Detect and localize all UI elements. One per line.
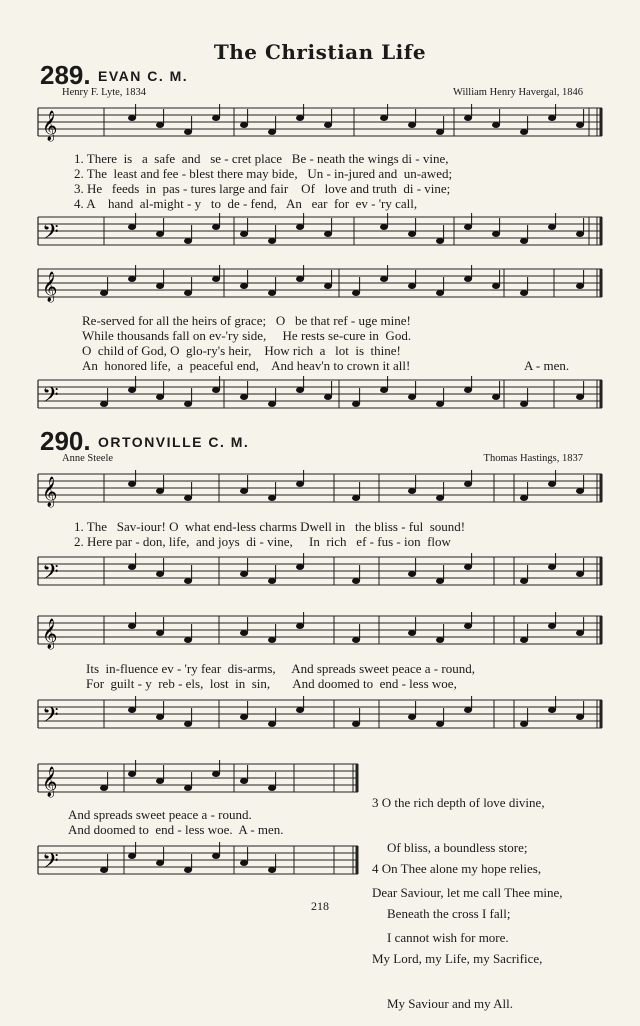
note-head (212, 115, 220, 121)
stanza-line: I cannot wish for more. (387, 930, 509, 945)
clef-icon: 𝄞 (42, 111, 58, 141)
lyric-line: 1. The Sav-iour! O what end-less charms Dwell in the bliss - ful sound! (74, 519, 466, 534)
note-head (436, 495, 444, 501)
note-head (212, 224, 220, 230)
note-head (352, 637, 360, 643)
note-head (380, 115, 388, 121)
note-head (324, 231, 332, 237)
note-head (436, 129, 444, 135)
note-head (296, 276, 304, 282)
note-head (464, 707, 472, 713)
note-head (548, 623, 556, 629)
hymn-number: 289. (40, 60, 91, 90)
note-head (128, 224, 136, 230)
note-head (464, 623, 472, 629)
note-head (100, 867, 108, 873)
note-head (156, 488, 164, 494)
note-head (548, 564, 556, 570)
music-staff-treble (34, 470, 606, 510)
note-head (520, 238, 528, 244)
note-head (128, 481, 136, 487)
note-head (408, 714, 416, 720)
note-head (240, 122, 248, 128)
note-head (408, 630, 416, 636)
note-head (380, 276, 388, 282)
lyric-line: And spreads sweet peace a - round. (68, 807, 252, 822)
music-staff-bass (34, 696, 606, 736)
note-head (436, 290, 444, 296)
note-head (184, 867, 192, 873)
note-head (408, 283, 416, 289)
note-head (492, 122, 500, 128)
note-head (240, 231, 248, 237)
note-head (100, 290, 108, 296)
note-head (268, 867, 276, 873)
note-head (184, 495, 192, 501)
lyric-line: An honored life, a peaceful end, And heav'n to crown it all! (82, 358, 411, 373)
note-head (380, 387, 388, 393)
note-head (184, 785, 192, 791)
lyric-line: 4. A hand al-might - y to de - fend, An ear for ev - 'ry call, (74, 196, 418, 211)
stanza-line: 4 On Thee alone my hope relies, (372, 861, 542, 876)
note-head (520, 129, 528, 135)
note-head (240, 714, 248, 720)
note-head (464, 276, 472, 282)
lyric-line: While thousands fall on ev-'ry side, He rests se-cure in God. (82, 328, 412, 343)
note-head (408, 231, 416, 237)
note-head (184, 637, 192, 643)
music-staff-treble (34, 265, 606, 305)
note-head (184, 290, 192, 296)
note-head (520, 495, 528, 501)
stanza-line: My Lord, my Life, my Sacrifice, (372, 951, 543, 966)
note-head (296, 707, 304, 713)
note-head (268, 495, 276, 501)
clef-icon: 𝄢 (42, 703, 59, 733)
note-head (212, 853, 220, 859)
note-head (268, 637, 276, 643)
note-head (268, 578, 276, 584)
note-head (240, 394, 248, 400)
note-head (268, 129, 276, 135)
note-head (464, 564, 472, 570)
note-head (576, 571, 584, 577)
lyric-line: 1. There is a safe and se - cret place Be - neath the wings di - vine, (74, 151, 449, 166)
note-head (128, 623, 136, 629)
note-head (296, 115, 304, 121)
music-staff-treble (34, 104, 606, 144)
note-head (548, 707, 556, 713)
note-head (296, 387, 304, 393)
note-head (492, 283, 500, 289)
note-head (576, 283, 584, 289)
note-head (128, 115, 136, 121)
note-head (212, 387, 220, 393)
note-head (352, 401, 360, 407)
note-head (352, 290, 360, 296)
note-head (576, 488, 584, 494)
note-head (464, 115, 472, 121)
stanza-line: My Saviour and my All. (387, 996, 514, 1011)
lyric-line: O child of God, O glo-ry's heir, How rich a lot is thine! (82, 343, 401, 358)
note-head (464, 224, 472, 230)
note-head (548, 224, 556, 230)
note-head (520, 637, 528, 643)
music-staff-bass (34, 213, 606, 253)
note-head (100, 401, 108, 407)
music-staff-treble (34, 612, 606, 652)
music-staff-bass (34, 376, 606, 416)
note-head (408, 571, 416, 577)
lyric-line: For guilt - y reb - els, lost in sin, And doomed to end - less woe, (86, 676, 457, 691)
note-head (520, 290, 528, 296)
note-head (436, 578, 444, 584)
note-head (324, 283, 332, 289)
note-head (240, 571, 248, 577)
lyric-line: 2. Here par - don, life, and joys di - vine, In rich ef - fus - ion flow (74, 534, 451, 549)
note-head (520, 721, 528, 727)
note-head (296, 481, 304, 487)
note-head (492, 394, 500, 400)
note-head (268, 290, 276, 296)
note-head (156, 860, 164, 866)
note-head (156, 122, 164, 128)
note-head (184, 238, 192, 244)
note-head (184, 578, 192, 584)
note-head (268, 401, 276, 407)
note-head (576, 122, 584, 128)
stanza-line: Of bliss, a boundless store; (387, 840, 528, 855)
note-head (576, 714, 584, 720)
stanza-line: Beneath the cross I fall; (387, 906, 511, 921)
note-head (212, 276, 220, 282)
clef-icon: 𝄞 (42, 767, 58, 797)
stanza-line: Dear Saviour, let me call Thee mine, (372, 885, 563, 900)
note-head (128, 707, 136, 713)
note-head (352, 495, 360, 501)
note-head (408, 488, 416, 494)
note-head (324, 122, 332, 128)
note-head (380, 224, 388, 230)
note-head (212, 771, 220, 777)
music-credit: William Henry Havergal, 1846 (452, 87, 583, 98)
note-head (576, 394, 584, 400)
lyric-line: Re-served for all the heirs of grace; O be that ref - uge mine! (82, 313, 411, 328)
words-credit: Anne Steele (62, 453, 114, 464)
note-head (240, 488, 248, 494)
note-head (296, 623, 304, 629)
note-head (128, 771, 136, 777)
lyric-line: Its in-fluence ev - 'ry fear dis-arms, And spreads sweet peace a - round, (86, 661, 475, 676)
note-head (240, 283, 248, 289)
note-head (576, 630, 584, 636)
note-head (156, 283, 164, 289)
note-head (436, 401, 444, 407)
note-head (576, 231, 584, 237)
note-head (128, 276, 136, 282)
tune-name: EVAN C. M. (98, 68, 189, 84)
amen-label: A - men. (524, 358, 570, 373)
lyric-line: 3. He feeds in pas - tures large and fair Of love and truth di - vine; (74, 181, 451, 196)
note-head (156, 714, 164, 720)
note-head (156, 394, 164, 400)
note-head (156, 571, 164, 577)
note-head (436, 238, 444, 244)
clef-icon: 𝄢 (42, 560, 59, 590)
clef-icon: 𝄢 (42, 220, 59, 250)
note-head (184, 129, 192, 135)
note-head (464, 387, 472, 393)
note-head (520, 401, 528, 407)
note-head (408, 394, 416, 400)
stanza-line: 3 O the rich depth of love divine, (372, 795, 545, 810)
note-head (548, 481, 556, 487)
note-head (128, 564, 136, 570)
words-credit: Henry F. Lyte, 1834 (62, 87, 147, 98)
music-staff-bass (34, 842, 362, 882)
note-head (520, 578, 528, 584)
note-head (100, 785, 108, 791)
music-staff-treble (34, 760, 362, 800)
note-head (464, 481, 472, 487)
music-credit: Thomas Hastings, 1837 (483, 453, 583, 464)
note-head (268, 721, 276, 727)
note-head (184, 401, 192, 407)
note-head (296, 564, 304, 570)
note-head (156, 231, 164, 237)
note-head (156, 778, 164, 784)
note-head (548, 115, 556, 121)
note-head (436, 721, 444, 727)
note-head (240, 778, 248, 784)
note-head (240, 860, 248, 866)
note-head (436, 637, 444, 643)
note-head (268, 238, 276, 244)
note-head (296, 224, 304, 230)
note-head (268, 785, 276, 791)
music-staff-bass (34, 553, 606, 593)
note-head (128, 853, 136, 859)
stanza-4 (372, 831, 542, 1026)
note-head (324, 394, 332, 400)
hymn-number: 290. (40, 426, 91, 456)
note-head (240, 630, 248, 636)
clef-icon: 𝄞 (42, 477, 58, 507)
note-head (352, 721, 360, 727)
lyric-line: And doomed to end - less woe. A - men. (68, 822, 284, 837)
section-title: The Christian Life (213, 40, 427, 64)
lyric-line: 2. The least and fee - blest there may bide, Un - in-jured and un-awed; (74, 166, 453, 181)
note-head (492, 231, 500, 237)
clef-icon: 𝄞 (42, 272, 58, 302)
clef-icon: 𝄢 (42, 383, 59, 413)
tune-name: ORTONVILLE C. M. (98, 434, 250, 450)
clef-icon: 𝄞 (42, 619, 58, 649)
note-head (184, 721, 192, 727)
note-head (352, 578, 360, 584)
note-head (408, 122, 416, 128)
clef-icon: 𝄢 (42, 849, 59, 879)
note-head (128, 387, 136, 393)
page-number: 218 (311, 899, 329, 913)
note-head (156, 630, 164, 636)
